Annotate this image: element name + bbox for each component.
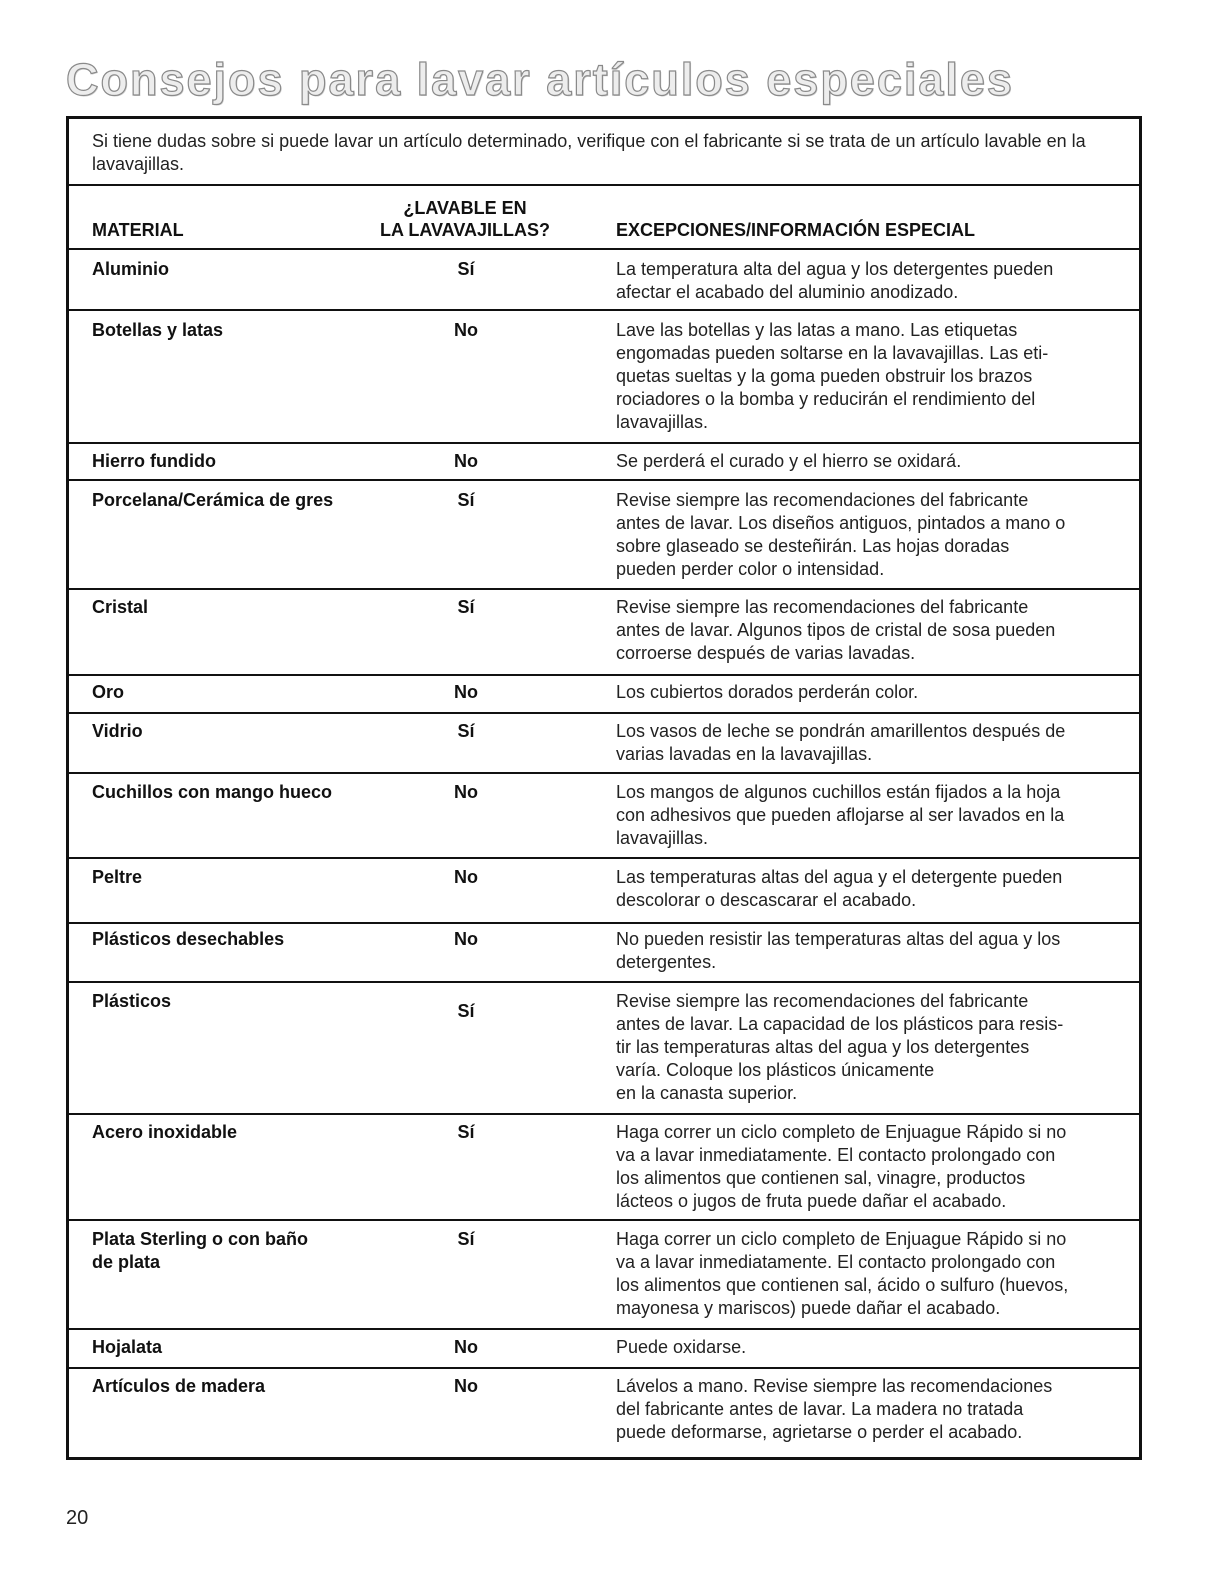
material-cell: Porcelana/Cerámica de gres — [92, 490, 334, 510]
washable-cell: No — [454, 782, 478, 802]
material-cell: Artículos de madera — [92, 1376, 266, 1396]
washable-cell: Sí — [457, 1001, 475, 1021]
header-exceptions: EXCEPCIONES/INFORMACIÓN ESPECIAL — [616, 220, 976, 240]
info-cell: Puede oxidarse. — [616, 1337, 747, 1357]
material-cell: Plásticos desechables — [92, 929, 285, 949]
intro-text: Si tiene dudas sobre si puede lavar un artículo determinado, verifique con el fabricante si se trata de un artículo lavable en la lavavajillas. — [92, 131, 1086, 174]
intro-divider — [69, 184, 1139, 186]
row-divider — [69, 1367, 1139, 1369]
material-cell: Oro — [92, 682, 125, 702]
material-cell: Botellas y latas — [92, 320, 224, 340]
washable-cell: No — [454, 451, 478, 471]
info-cell: No pueden resistir las temperaturas altas del agua y los detergentes. — [616, 929, 1061, 972]
info-cell: Revise siempre las recomendaciones del fabricante antes de lavar. La capacidad de los plásticos para resis- tir las temperaturas altas del agua y los detergentes varía. Coloque los plásticos únicamente en la canasta superior. — [616, 991, 1064, 1103]
washable-cell: Sí — [457, 490, 475, 510]
info-cell: Haga correr un ciclo completo de Enjuague Rápido si no va a lavar inmediatamente. El contacto prolongado con los alimentos que contienen sal, ácido o sulfuro (huevos, mayonesa y mariscos) puede dañar el acabado. — [616, 1229, 1069, 1318]
washable-cell: Sí — [457, 259, 475, 279]
info-cell: Lávelos a mano. Revise siempre las recomendaciones del fabricante antes de lavar. La madera no tratada puede deformarse, agrietarse o perder el acabado. — [616, 1376, 1053, 1442]
washable-cell: No — [454, 320, 478, 340]
header-washable: ¿LAVABLE EN LA LAVAVAJILLAS? — [380, 198, 550, 240]
info-cell: Haga correr un ciclo completo de Enjuague Rápido si no va a lavar inmediatamente. El contacto prolongado con los alimentos que contienen sal, vinagre, productos lácteos o jugos de fruta puede dañar el acabado. — [616, 1122, 1067, 1211]
row-divider — [69, 981, 1139, 983]
material-cell: Vidrio — [92, 721, 143, 741]
info-cell: Se perderá el curado y el hierro se oxidará. — [616, 451, 962, 471]
material-cell: Cristal — [92, 597, 149, 617]
row-divider — [69, 857, 1139, 859]
header-divider — [69, 248, 1139, 250]
row-divider — [69, 712, 1139, 714]
header-material: MATERIAL — [92, 220, 184, 240]
washable-cell: Sí — [457, 1229, 475, 1249]
material-cell: Plata Sterling o con baño de plata — [92, 1229, 309, 1272]
washable-cell: No — [454, 1337, 478, 1357]
info-cell: Lave las botellas y las latas a mano. Las etiquetas engomadas pueden soltarse en la lavavajillas. Las eti- quetas sueltas y la goma pueden obstruir los brazos rociadores o la bomba y reducirán el rendimiento del lavavajillas. — [616, 320, 1049, 432]
info-cell: Revise siempre las recomendaciones del fabricante antes de lavar. Los diseños antiguos, pintados a mano o sobre glaseado se desteñirán. Las hojas doradas pueden perder color o intensidad. — [616, 490, 1066, 579]
material-cell: Plásticos — [92, 991, 172, 1011]
info-cell: Los vasos de leche se pondrán amarillentos después de varias lavadas en la lavavajillas. — [616, 721, 1066, 764]
row-divider — [69, 1219, 1139, 1221]
material-cell: Peltre — [92, 867, 143, 887]
washable-cell: No — [454, 867, 478, 887]
washable-cell: No — [454, 1376, 478, 1396]
page-number: 20 — [66, 1507, 89, 1529]
info-cell: Revise siempre las recomendaciones del fabricante antes de lavar. Algunos tipos de cristal de sosa pueden corroerse después de varias lavadas. — [616, 597, 1056, 663]
washable-cell: Sí — [457, 1122, 475, 1142]
row-divider — [69, 479, 1139, 481]
row-divider — [69, 1328, 1139, 1330]
info-cell: La temperatura alta del agua y los detergentes pueden afectar el acabado del aluminio anodizado. — [616, 259, 1054, 302]
material-cell: Hojalata — [92, 1337, 163, 1357]
info-cell: Los cubiertos dorados perderán color. — [616, 682, 919, 702]
row-divider — [69, 588, 1139, 590]
washable-cell: No — [454, 682, 478, 702]
row-divider — [69, 1113, 1139, 1115]
info-cell: Los mangos de algunos cuchillos están fijados a la hoja con adhesivos que pueden aflojarse al ser lavados en la lavavajillas. — [616, 782, 1065, 848]
row-divider — [69, 674, 1139, 676]
material-cell: Aluminio — [92, 259, 169, 279]
material-cell: Cuchillos con mango hueco — [92, 782, 333, 802]
washable-cell: Sí — [457, 597, 475, 617]
page-title: Consejos para lavar artículos especiales — [66, 54, 1014, 105]
row-divider — [69, 922, 1139, 924]
material-cell: Acero inoxidable — [92, 1122, 238, 1142]
material-cell: Hierro fundido — [92, 451, 216, 471]
washable-cell: Sí — [457, 721, 475, 741]
row-divider — [69, 309, 1139, 311]
row-divider — [69, 772, 1139, 774]
row-divider — [69, 442, 1139, 444]
washable-cell: No — [454, 929, 478, 949]
info-cell: Las temperaturas altas del agua y el detergente pueden descolorar o descascarar el acabado. — [616, 867, 1063, 910]
